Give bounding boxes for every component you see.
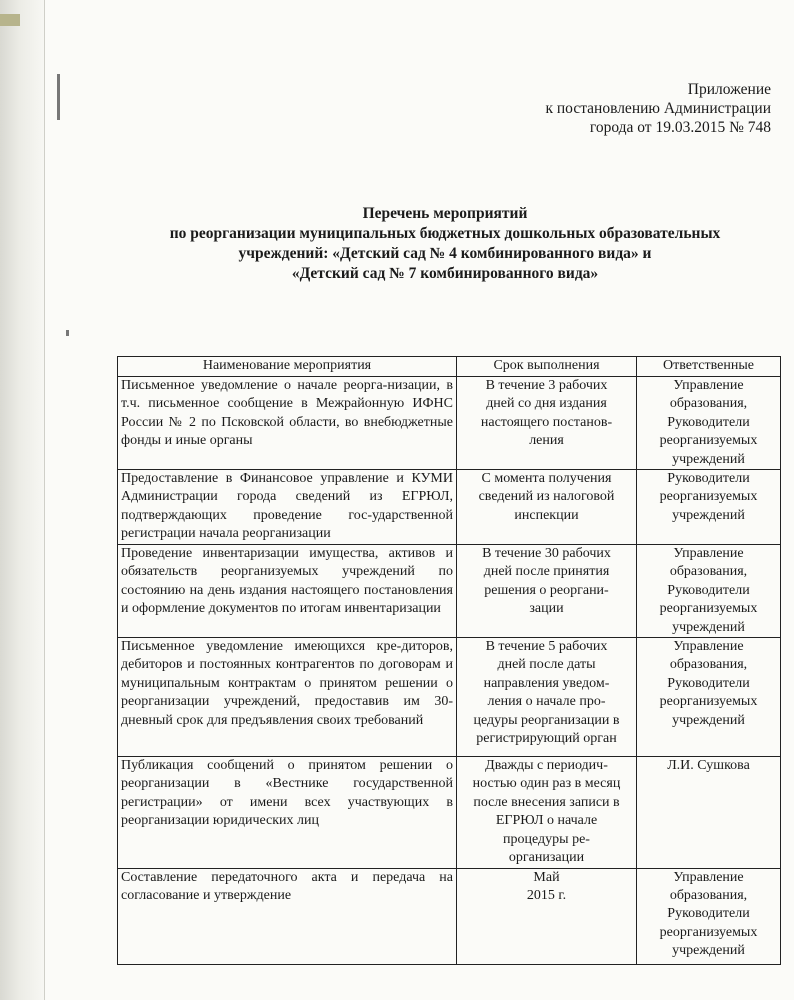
responsible-line: Руководители: [667, 906, 750, 922]
responsible-cell: [637, 757, 781, 868]
responsible-line: учреждений: [672, 943, 745, 959]
responsible-line: учреждений: [672, 507, 745, 523]
deadline-line: регистрирующий орган: [476, 731, 617, 747]
measure-name-cell: Публикация сообщений о принятом решении о реорганизации в «Вестнике государственной регистрации» от имени всех участвующих в реорганизации юридических лиц: [118, 757, 457, 868]
measure-name-cell: Письменное уведомление имеющихся кре-диторов, дебиторов и постоянных контрагентов по договорам и муниципальным контрактам о принятом решении о реорганизации учреждений, предоставив им 30-дневный срок для предъявления своих требований: [118, 638, 457, 757]
deadline-line: дней после принятия: [483, 564, 610, 580]
measures-table: [117, 356, 781, 965]
appendix-line: города от 19.03.2015 № 748: [589, 119, 771, 136]
deadline-cell: [457, 545, 637, 638]
deadline-line: дней со дня издания: [486, 396, 607, 412]
deadline-line: Май: [533, 869, 560, 885]
deadline-line: направления уведом-: [483, 675, 610, 691]
scan-mark: [57, 74, 60, 120]
responsible-line: реорганизуемых: [659, 601, 758, 617]
responsible-line: Управление: [673, 869, 744, 885]
table-row: [118, 868, 781, 964]
table-row: [118, 470, 781, 545]
deadline-line: дней после даты: [497, 657, 596, 673]
measure-name-cell: Письменное уведомление о начале реорга-низации, в т.ч. письменное сообщение в Межрайонную ИФНС России № 2 по Псковской области, во внебюджетные фонды и иные органы: [118, 377, 457, 470]
deadline-cell: [457, 757, 637, 868]
responsible-line: образования,: [669, 657, 748, 673]
responsible-line: учреждений: [672, 451, 745, 467]
deadline-line: цедуры реорганизации в: [473, 712, 620, 728]
responsible-line: Руководители: [667, 471, 750, 487]
responsible-line: образования,: [669, 396, 748, 412]
deadline-line: В течение 3 рабочих: [485, 378, 608, 393]
deadline-line: ностью один раз в месяц: [472, 776, 621, 792]
deadline-line: сведений из налоговой: [478, 489, 615, 505]
responsible-cell: [637, 638, 781, 757]
title-line: по реорганизации муниципальных бюджетных дошкольных образовательных: [169, 225, 721, 242]
deadline-line: решения о реоргани-: [484, 582, 609, 598]
responsible-cell: [637, 545, 781, 638]
responsible-line: Управление: [673, 639, 744, 655]
deadline-line: процедуры ре-: [503, 831, 590, 847]
deadline-line: организации: [508, 850, 585, 866]
measure-name-cell: Проведение инвентаризации имущества, активов и обязательств реорганизуемых учреждений по состоянию на день издания настоящего постановления и оформление документов по итогам инвентаризации: [118, 545, 457, 638]
title-line: Перечень мероприятий: [362, 205, 528, 222]
title-line: «Детский сад № 7 комбинированного вида»: [291, 265, 599, 282]
table-row: [118, 545, 781, 638]
responsible-line: Руководители: [667, 414, 750, 430]
deadline-cell: [457, 638, 637, 757]
table-row: [118, 638, 781, 757]
deadline-line: ЕГРЮЛ о начале: [495, 813, 598, 829]
measure-name-cell: Составление передаточного акта и передача на согласование и утверждение: [118, 868, 457, 964]
deadline-line: ления о начале про-: [487, 694, 606, 710]
deadline-line: 2015 г.: [526, 887, 567, 903]
responsible-line: реорганизуемых: [659, 433, 758, 449]
deadline-line: ления: [529, 433, 564, 449]
deadline-line: настоящего постанов-: [480, 414, 613, 430]
responsible-line: Управление: [673, 378, 744, 393]
responsible-line: Руководители: [667, 675, 750, 691]
responsible-cell: [637, 868, 781, 964]
scan-mark: [66, 330, 69, 336]
scan-page-edge: [0, 0, 44, 1000]
appendix-line: к постановлению Администрации: [545, 100, 771, 117]
deadline-line: С момента получения: [481, 471, 612, 487]
responsible-line: Л.И. Сушкова: [667, 758, 750, 774]
header-responsible: Ответственные: [637, 357, 781, 377]
responsible-line: образования,: [669, 887, 748, 903]
responsible-line: реорганизуемых: [659, 489, 758, 505]
scan-fold-line: [44, 0, 45, 1000]
responsible-cell: [637, 470, 781, 545]
deadline-cell: [457, 470, 637, 545]
deadline-line: В течение 30 рабочих: [482, 546, 611, 562]
appendix-note: [545, 80, 771, 137]
responsible-line: учреждений: [672, 619, 745, 635]
table-row: [118, 757, 781, 868]
title-line: учреждений: «Детский сад № 4 комбинированного вида» и: [238, 245, 652, 262]
table-header-row: [118, 357, 781, 377]
responsible-line: образования,: [669, 564, 748, 580]
measure-name-cell: Предоставление в Финансовое управление и КУМИ Администрации города сведений из ЕГРЮЛ, подтверждающих проведение гос-ударственной регистрации начала реорганизации: [118, 470, 457, 545]
responsible-cell: [637, 377, 781, 470]
responsible-line: Руководители: [667, 582, 750, 598]
deadline-line: Дважды с периодич-: [485, 758, 608, 774]
header-deadline: Срок выполнения: [457, 357, 637, 377]
responsible-line: Управление: [673, 546, 744, 562]
responsible-line: учреждений: [672, 712, 745, 728]
deadline-line: после внесения записи в: [473, 794, 620, 810]
responsible-line: реорганизуемых: [659, 694, 758, 710]
table-row: [118, 377, 781, 470]
scan-corner-mark: [0, 14, 20, 26]
deadline-line: инспекции: [514, 507, 579, 523]
deadline-line: В течение 5 рабочих: [485, 639, 608, 655]
header-measure-name: Наименование мероприятия: [118, 357, 457, 377]
document-title: [120, 204, 770, 284]
deadline-line: зации: [529, 601, 564, 617]
responsible-line: реорганизуемых: [659, 924, 758, 940]
deadline-cell: [457, 377, 637, 470]
appendix-line: Приложение: [687, 81, 771, 98]
deadline-cell: [457, 868, 637, 964]
